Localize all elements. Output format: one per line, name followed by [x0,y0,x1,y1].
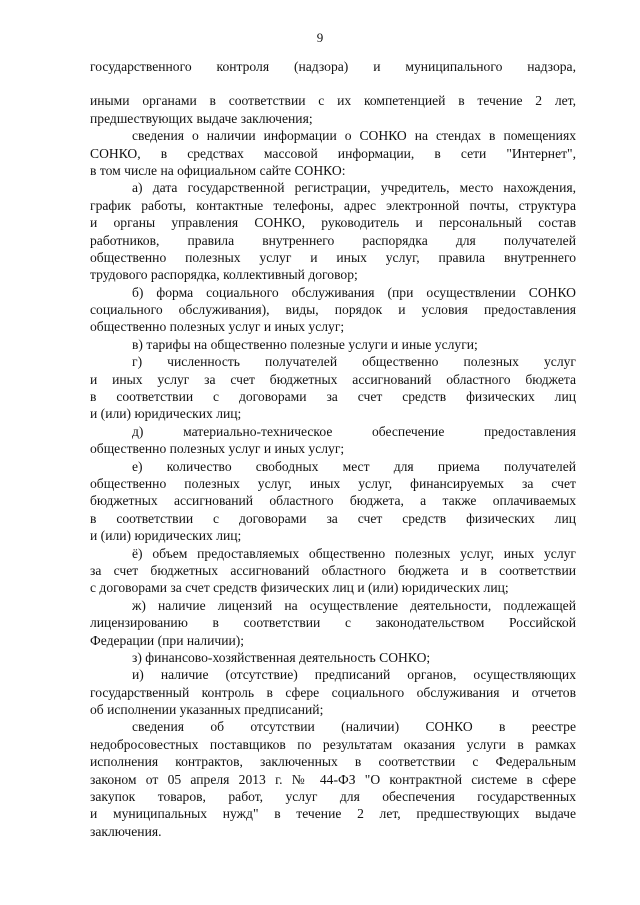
text-line: недобросовестных поставщиков по результатам оказания услуги в рамках [90,736,576,752]
paragraph [90,718,576,840]
paragraph [90,92,576,127]
document-body [90,58,576,840]
text-line: в) тарифы на общественно полезные услуги и иные услуги; [132,336,478,352]
text-line: общественно полезных услуг и иных услуг; [90,441,345,457]
text-line: и (или) юридических лиц; [90,528,242,544]
paragraph [90,336,576,353]
text-line: социального обслуживания), виды, порядок и условия предоставления [90,302,576,318]
text-line: и иных услуг за счет бюджетных ассигнований областного бюджета [90,371,576,387]
paragraph [90,649,576,666]
text-line: и (или) юридических лиц; [90,406,242,422]
text-line: государственного контроля (надзора) и муниципального надзора, [90,59,576,74]
text-line: в том числе на официальном сайте СОНКО: [90,162,346,178]
paragraph [90,127,576,179]
text-line: общественно полезных услуг и иных услуг, правила внутреннего [90,249,576,265]
paragraph [90,545,576,597]
text-line: б) форма социального обслуживания (при осуществлении СОНКО [132,284,576,300]
text-line: общественно полезных услуг, иных услуг, финансируемых за счет [90,475,576,491]
text-line: бюджетных ассигнований областного бюджета, а также оплачиваемых [90,493,576,509]
paragraph [90,458,576,545]
text-line: в соответствии с договорами за счет средств физических лиц [90,510,576,526]
text-line: лицензированию в соответствии с законодательством Российской [90,615,576,631]
text-line: график работы, контактные телефоны, адрес электронной почты, структура [90,197,576,213]
page-number: 9 [316,30,324,45]
text-line: и муниципальных нужд" в течение 2 лет, предшествующих выдаче [90,806,576,822]
text-line: иными органами в соответствии с их компетенцией в течение 2 лет, [90,93,576,109]
paragraph [90,353,576,423]
text-line: за счет бюджетных ассигнований областного бюджета и в соответствии [90,562,576,578]
text-line: об исполнении указанных предписаний; [90,702,324,718]
text-line: исполнения контрактов, заключенных в соответствии с Федеральным [90,754,576,770]
text-line: сведения об отсутствии (наличии) СОНКО в реестре [132,719,576,735]
text-line: трудового распорядка, коллективный договор; [90,267,358,283]
text-line: а) дата государственной регистрации, учредитель, место нахождения, [132,180,576,196]
text-line: Федерации (при наличии); [90,632,245,648]
text-line: заключения. [90,823,162,839]
text-line: ё) объем предоставляемых общественно полезных услуг, иных услуг [132,545,576,561]
paragraph [90,666,576,718]
paragraph [90,179,576,283]
text-line: с договорами за счет средств физических лиц и (или) юридических лиц; [90,580,509,596]
text-line: и) наличие (отсутствие) предписаний органов, осуществляющих [132,667,576,683]
text-line: законом от 05 апреля 2013 г. № 44-ФЗ "О контрактной системе в сфере [90,771,576,787]
paragraph [90,423,576,458]
text-line: государственный контроль в сфере социального обслуживания и отчетов [90,684,576,700]
text-line: з) финансово-хозяйственная деятельность СОНКО; [132,649,431,665]
text-line: г) численность получателей общественно полезных услуг [132,354,576,370]
text-line: д) материально-техническое обеспечение предоставления [132,423,576,439]
paragraph-gap [90,75,576,92]
text-line: работников, правила внутреннего распорядка для получателей [90,232,576,248]
text-line: предшествующих выдаче заключения; [90,110,313,126]
text-line: сведения о наличии информации о СОНКО на стендах в помещениях [132,128,576,144]
text-line: ж) наличие лицензий на осуществление деятельности, подлежащей [132,597,576,613]
text-line: и органы управления СОНКО, руководитель и персональный состав [90,215,576,231]
text-line: СОНКО, в средствах массовой информации, в сети "Интернет", [90,145,576,161]
paragraph [90,58,576,75]
text-line: е) количество свободных мест для приема получателей [132,458,576,474]
paragraph [90,597,576,649]
text-line: в соответствии с договорами за счет средств физических лиц [90,389,576,405]
text-line: закупок товаров, работ, услуг для обеспечения государственных [90,789,576,805]
text-line: общественно полезных услуг и иных услуг; [90,319,345,335]
paragraph [90,284,576,336]
